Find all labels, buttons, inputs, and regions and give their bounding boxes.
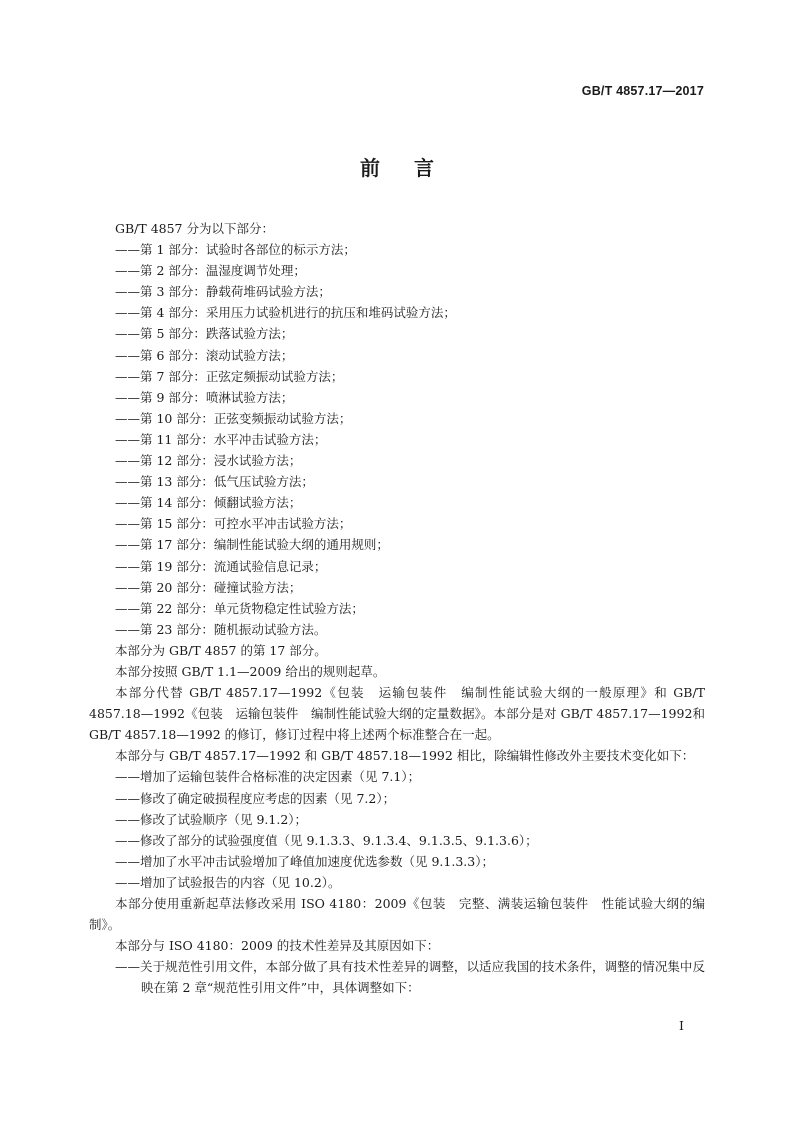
iso-paragraph: 本部分使用重新起草法修改采用 ISO 4180：2009《包装 完整、满装运输包装件 性能试验大纲的编制》。 bbox=[89, 896, 705, 933]
list-item: ——第 20 部分：碰撞试验方法； bbox=[115, 579, 302, 595]
list-item: ——第 7 部分：正弦定频振动试验方法； bbox=[115, 368, 344, 384]
intro-paragraph: GB/T 4857 分为以下部分： bbox=[115, 221, 274, 236]
list-item: ——增加了水平冲击试验增加了峰值加速度优选参数（见 9.1.3.3）； bbox=[115, 853, 494, 869]
list-item: ——第 4 部分：采用压力试验机进行的抗压和堆码试验方法； bbox=[115, 305, 456, 321]
changes-list bbox=[89, 766, 705, 893]
list-item: ——第 12 部分：浸水试验方法； bbox=[115, 453, 302, 469]
diff-paragraph: 本部分与 ISO 4180：2009 的技术性差异及其原因如下： bbox=[115, 938, 440, 954]
parts-list bbox=[89, 239, 705, 640]
list-item: ——关于规范性引用文件，本部分做了具有技术性差异的调整，以适应我国的技术条件，调整的情况集中反映在第 2 章“规范性引用文件”中，具体调整如下： bbox=[115, 959, 705, 996]
list-item: ——第 9 部分：喷淋试验方法； bbox=[115, 389, 294, 405]
list-item: ——第 1 部分：试验时各部位的标示方法； bbox=[115, 242, 356, 258]
replaces-paragraph: 本部分代替 GB/T 4857.17—1992《包装 运输包装件 编制性能试验大纲的一般原理》和 GB/T 4857.18—1992《包装 运输包装件 编制性能试验大纲的定量数据》。本部分是对 GB/T 4857.17—1992和 GB/T 4857.18—1992 的修订，修订过程中将上述两个标准整合在一起。 bbox=[89, 685, 705, 743]
list-item: ——第 15 部分：可控水平冲击试验方法； bbox=[115, 516, 352, 532]
changes-paragraph: 本部分与 GB/T 4857.17—1992 和 GB/T 4857.18—1992 相比，除编辑性修改外主要技术变化如下： bbox=[115, 748, 695, 764]
standard-code: GB/T 4857.17—2017 bbox=[581, 84, 704, 98]
diff-list bbox=[89, 956, 705, 998]
list-item: ——第 11 部分：水平冲击试验方法； bbox=[115, 431, 327, 447]
list-item: ——修改了确定破损程度应考虑的因素（见 7.2）； bbox=[115, 790, 396, 806]
list-item: ——第 10 部分：正弦变频振动试验方法； bbox=[115, 410, 352, 426]
list-item: ——第 3 部分：静载荷堆码试验方法； bbox=[115, 284, 331, 300]
part-of-paragraph: 本部分为 GB/T 4857 的第 17 部分。 bbox=[115, 642, 327, 658]
list-item: ——第 6 部分：滚动试验方法； bbox=[115, 347, 294, 363]
list-item: ——第 19 部分：流通试验信息记录； bbox=[115, 558, 327, 574]
list-item: ——第 17 部分：编制性能试验大纲的通用规则； bbox=[115, 537, 389, 553]
page-title: 前言 bbox=[360, 156, 468, 180]
document-body bbox=[89, 218, 705, 998]
list-item: ——修改了试验顺序（见 9.1.2）； bbox=[115, 811, 308, 827]
list-item: ——第 23 部分：随机振动试验方法。 bbox=[115, 621, 327, 637]
page-number: I bbox=[679, 1018, 684, 1033]
list-item: ——第 14 部分：倾翻试验方法； bbox=[115, 495, 302, 511]
list-item: ——第 5 部分：跌落试验方法； bbox=[115, 326, 294, 342]
list-item: ——修改了部分的试验强度值（见 9.1.3.3、9.1.3.4、9.1.3.5、9.1.3.6）； bbox=[115, 832, 538, 848]
list-item: ——增加了运输包装件合格标准的决定因素（见 7.1）； bbox=[115, 769, 421, 785]
list-item: ——第 13 部分：低气压试验方法； bbox=[115, 474, 314, 490]
drafted-paragraph: 本部分按照 GB/T 1.1—2009 给出的规则起草。 bbox=[115, 663, 386, 679]
list-item: ——第 22 部分：单元货物稳定性试验方法； bbox=[115, 600, 364, 616]
list-item: ——增加了试验报告的内容（见 10.2）。 bbox=[115, 874, 341, 890]
list-item: ——第 2 部分：温湿度调节处理； bbox=[115, 263, 306, 279]
